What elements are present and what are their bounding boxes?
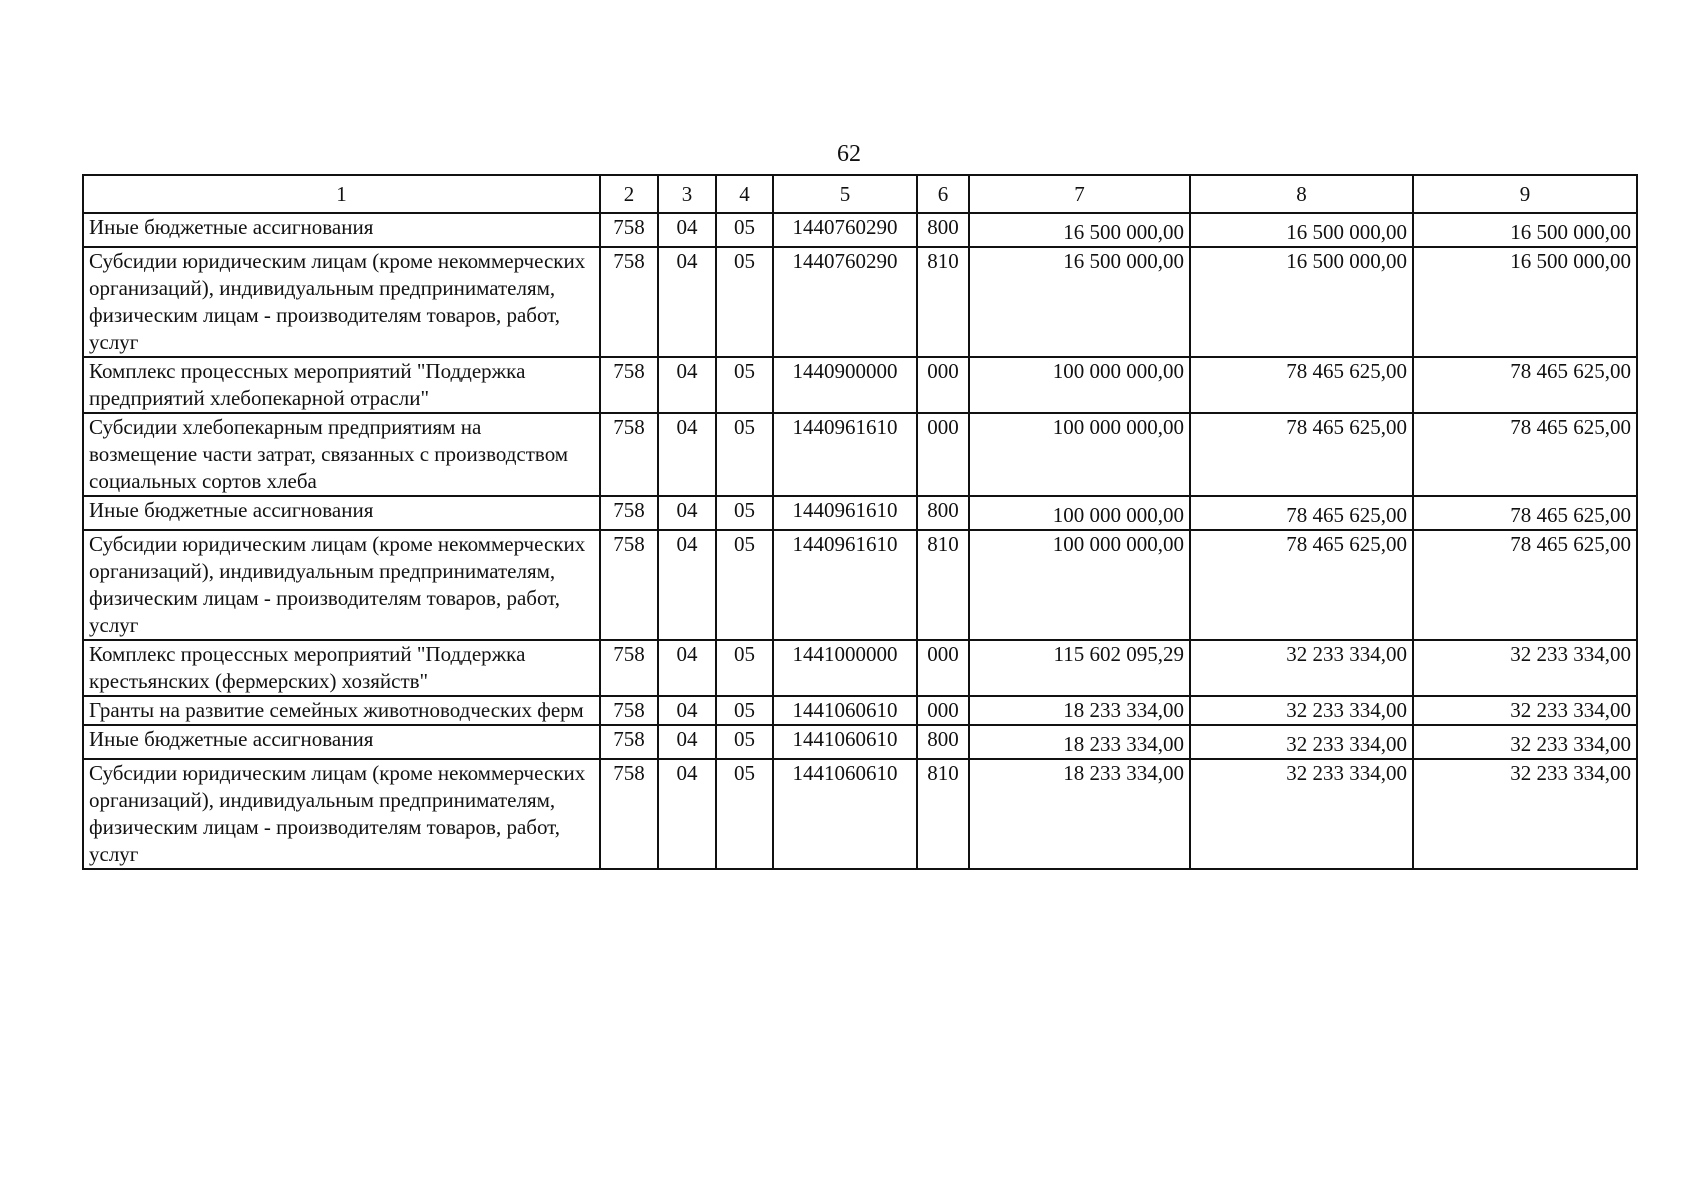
code-col-6: 810: [917, 759, 969, 869]
code-col-4: 05: [716, 413, 773, 496]
amount-col-7: 100 000 000,00: [969, 496, 1190, 530]
amount-col-8: 16 500 000,00: [1190, 213, 1413, 247]
item-name: Гранты на развитие семейных животноводческих ферм: [83, 696, 600, 725]
amount-col-9: 78 465 625,00: [1413, 413, 1637, 496]
code-col-4: 05: [716, 759, 773, 869]
code-col-2: 758: [600, 213, 658, 247]
column-header: 8: [1190, 175, 1413, 213]
amount-col-8: 78 465 625,00: [1190, 413, 1413, 496]
amount-col-8: 32 233 334,00: [1190, 759, 1413, 869]
code-col-6: 000: [917, 696, 969, 725]
code-col-6: 000: [917, 413, 969, 496]
item-name: Субсидии юридическим лицам (кроме некоммерческих организаций), индивидуальным предпринимателям, физическим лицам - производителям товаров, работ, услуг: [83, 530, 600, 640]
code-col-5: 1440900000: [773, 357, 917, 413]
column-header: 7: [969, 175, 1190, 213]
amount-col-8: 32 233 334,00: [1190, 725, 1413, 759]
amount-col-8: 32 233 334,00: [1190, 640, 1413, 696]
amount-col-7: 18 233 334,00: [969, 725, 1190, 759]
table-row: [83, 213, 1637, 247]
code-col-6: 800: [917, 496, 969, 530]
code-col-3: 04: [658, 496, 716, 530]
amount-col-9: 32 233 334,00: [1413, 725, 1637, 759]
code-col-4: 05: [716, 640, 773, 696]
code-col-3: 04: [658, 640, 716, 696]
table-header-row: [83, 175, 1637, 213]
code-col-2: 758: [600, 413, 658, 496]
amount-col-9: 32 233 334,00: [1413, 640, 1637, 696]
code-col-3: 04: [658, 696, 716, 725]
item-name: Субсидии юридическим лицам (кроме некоммерческих организаций), индивидуальным предпринимателям, физическим лицам - производителям товаров, работ, услуг: [83, 247, 600, 357]
amount-col-9: 78 465 625,00: [1413, 496, 1637, 530]
amount-col-9: 32 233 334,00: [1413, 696, 1637, 725]
column-header: 2: [600, 175, 658, 213]
amount-col-7: 100 000 000,00: [969, 357, 1190, 413]
code-col-5: 1440760290: [773, 247, 917, 357]
item-name: Иные бюджетные ассигнования: [83, 496, 600, 530]
code-col-6: 800: [917, 725, 969, 759]
code-col-4: 05: [716, 213, 773, 247]
amount-col-7: 16 500 000,00: [969, 213, 1190, 247]
code-col-2: 758: [600, 640, 658, 696]
table-row: [83, 759, 1637, 869]
code-col-2: 758: [600, 247, 658, 357]
table-row: [83, 696, 1637, 725]
amount-col-7: 16 500 000,00: [969, 247, 1190, 357]
code-col-2: 758: [600, 357, 658, 413]
column-header: 3: [658, 175, 716, 213]
item-name: Субсидии хлебопекарным предприятиям на возмещение части затрат, связанных с производством социальных сортов хлеба: [83, 413, 600, 496]
code-col-4: 05: [716, 696, 773, 725]
code-col-5: 1440961610: [773, 413, 917, 496]
amount-col-7: 18 233 334,00: [969, 696, 1190, 725]
code-col-4: 05: [716, 725, 773, 759]
amount-col-9: 16 500 000,00: [1413, 247, 1637, 357]
table-row: [83, 530, 1637, 640]
budget-table: [82, 174, 1638, 870]
table-row: [83, 496, 1637, 530]
code-col-6: 800: [917, 213, 969, 247]
code-col-4: 05: [716, 496, 773, 530]
column-header: 6: [917, 175, 969, 213]
item-name: Комплекс процессных мероприятий "Поддержка предприятий хлебопекарной отрасли": [83, 357, 600, 413]
amount-col-8: 78 465 625,00: [1190, 357, 1413, 413]
amount-col-9: 78 465 625,00: [1413, 357, 1637, 413]
code-col-5: 1440961610: [773, 496, 917, 530]
code-col-3: 04: [658, 725, 716, 759]
code-col-6: 000: [917, 640, 969, 696]
amount-col-8: 32 233 334,00: [1190, 696, 1413, 725]
code-col-2: 758: [600, 759, 658, 869]
amount-col-9: 32 233 334,00: [1413, 759, 1637, 869]
code-col-2: 758: [600, 696, 658, 725]
table-row: [83, 413, 1637, 496]
code-col-6: 810: [917, 247, 969, 357]
column-header: 9: [1413, 175, 1637, 213]
code-col-3: 04: [658, 413, 716, 496]
code-col-5: 1441060610: [773, 696, 917, 725]
amount-col-7: 115 602 095,29: [969, 640, 1190, 696]
code-col-6: 810: [917, 530, 969, 640]
code-col-4: 05: [716, 247, 773, 357]
code-col-5: 1440760290: [773, 213, 917, 247]
table-row: [83, 247, 1637, 357]
code-col-5: 1440961610: [773, 530, 917, 640]
item-name: Иные бюджетные ассигнования: [83, 213, 600, 247]
item-name: Комплекс процессных мероприятий "Поддержка крестьянских (фермерских) хозяйств": [83, 640, 600, 696]
code-col-5: 1441060610: [773, 725, 917, 759]
amount-col-7: 18 233 334,00: [969, 759, 1190, 869]
code-col-3: 04: [658, 759, 716, 869]
amount-col-9: 78 465 625,00: [1413, 530, 1637, 640]
code-col-3: 04: [658, 213, 716, 247]
amount-col-7: 100 000 000,00: [969, 530, 1190, 640]
amount-col-8: 78 465 625,00: [1190, 496, 1413, 530]
amount-col-9: 16 500 000,00: [1413, 213, 1637, 247]
column-header: 1: [83, 175, 600, 213]
code-col-2: 758: [600, 725, 658, 759]
amount-col-7: 100 000 000,00: [969, 413, 1190, 496]
code-col-5: 1441060610: [773, 759, 917, 869]
page-number: 62: [837, 141, 861, 167]
item-name: Иные бюджетные ассигнования: [83, 725, 600, 759]
code-col-3: 04: [658, 357, 716, 413]
amount-col-8: 16 500 000,00: [1190, 247, 1413, 357]
code-col-4: 05: [716, 357, 773, 413]
code-col-4: 05: [716, 530, 773, 640]
column-header: 4: [716, 175, 773, 213]
table-row: [83, 640, 1637, 696]
code-col-3: 04: [658, 530, 716, 640]
amount-col-8: 78 465 625,00: [1190, 530, 1413, 640]
item-name: Субсидии юридическим лицам (кроме некоммерческих организаций), индивидуальным предпринимателям, физическим лицам - производителям товаров, работ, услуг: [83, 759, 600, 869]
code-col-5: 1441000000: [773, 640, 917, 696]
code-col-6: 000: [917, 357, 969, 413]
table-row: [83, 357, 1637, 413]
column-header: 5: [773, 175, 917, 213]
code-col-3: 04: [658, 247, 716, 357]
code-col-2: 758: [600, 530, 658, 640]
table-row: [83, 725, 1637, 759]
code-col-2: 758: [600, 496, 658, 530]
